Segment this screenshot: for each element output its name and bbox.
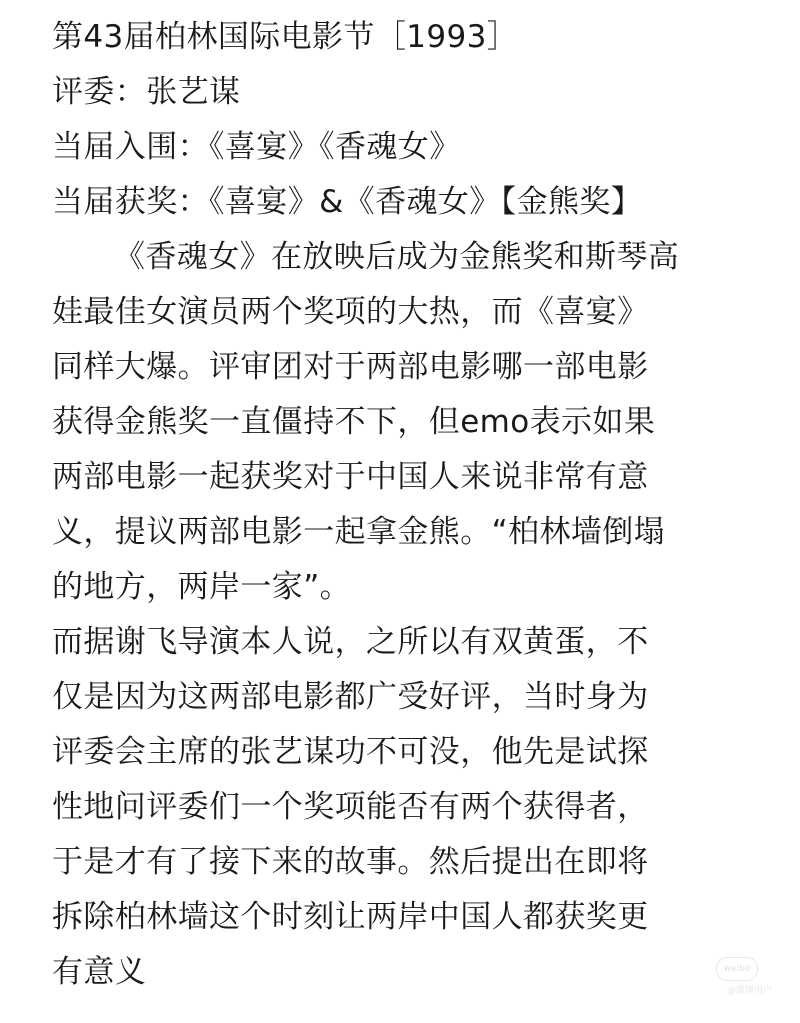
paragraph-line: 有意义	[52, 954, 147, 990]
paragraph-line: 获得金熊奖一直僵持不下，但emo表示如果	[52, 404, 656, 440]
nominated-line: 当届入围：《喜宴》《香魂女》	[52, 129, 461, 165]
jury-line: 评委：张艺谋	[52, 74, 241, 110]
paragraph-line: 评委会主席的张艺谋功不可没，他先是试探	[52, 734, 649, 770]
paragraph-line: 两部电影一起获奖对于中国人来说非常有意	[52, 459, 649, 495]
watermark-text: @微博用户	[726, 986, 772, 996]
weibo-watermark	[664, 957, 772, 997]
awarded-line: 当届获奖：《喜宴》&《香魂女》【金熊奖】	[52, 184, 643, 220]
paragraph-line: 义，提议两部电影一起拿金熊。“柏林墙倒塌	[52, 514, 666, 550]
paragraph-line: 拆除柏林墙这个时刻让两岸中国人都获奖更	[52, 899, 649, 935]
paragraph-line: 而据谢飞导演本人说，之所以有双黄蛋，不	[52, 624, 649, 660]
paragraph-line: 的地方，两岸一家”。	[52, 569, 352, 605]
paragraph-line: 《香魂女》在放映后成为金熊奖和斯琴高	[114, 239, 680, 275]
paragraph-line: 娃最佳女演员两个奖项的大热，而《喜宴》	[52, 294, 649, 330]
weibo-logo-icon: weibo	[716, 957, 758, 981]
paragraph-line: 于是才有了接下来的故事。然后提出在即将	[52, 844, 649, 880]
festival-title: 第43届柏林国际电影节［1993］	[52, 19, 519, 55]
paragraph-line: 仅是因为这两部电影都广受好评，当时身为	[52, 679, 649, 715]
paragraph-line: 同样大爆。评审团对于两部电影哪一部电影	[52, 349, 649, 385]
paragraph-line: 性地问评委们一个奖项能否有两个获得者，	[52, 789, 649, 825]
